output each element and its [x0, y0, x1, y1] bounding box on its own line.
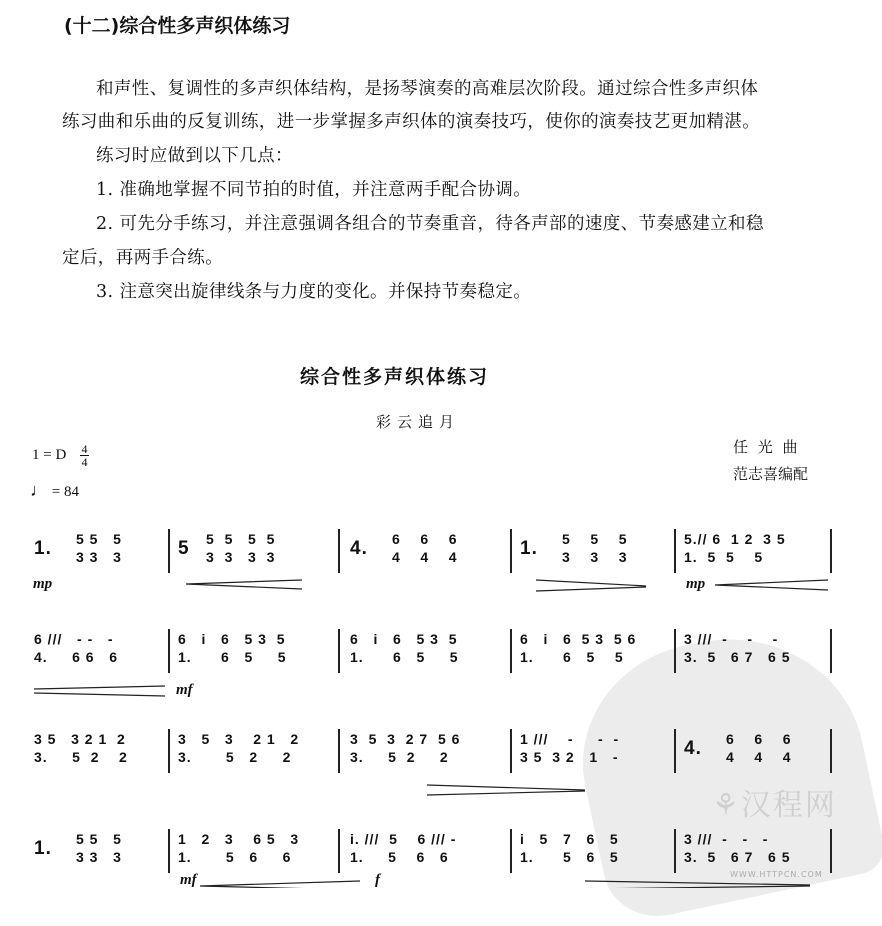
intro-line: 定后，再两手合练。	[62, 248, 224, 268]
arranger: 范志喜编配	[733, 467, 809, 483]
voice-bottom: 1. 5 6 6	[350, 849, 449, 865]
intro-line: 1. 准确地掌握不同节拍的时值，并注意两手配合协调。	[96, 180, 532, 200]
voice-bottom: 3. 5 6 7 6 5	[684, 649, 791, 665]
note-solo: 1.	[520, 538, 538, 559]
voice-top: 6 6 6	[726, 731, 792, 747]
decrescendo-hairpin	[427, 785, 585, 795]
tempo-text: = 84	[51, 484, 79, 500]
key-text: 1 = D	[32, 446, 67, 463]
note-solo: 4.	[350, 538, 368, 559]
dynamic-mf: mf	[180, 872, 197, 888]
voice-bottom: 3 3 3	[76, 849, 122, 865]
voice-top: 5 5 5	[76, 831, 122, 847]
voice-top: 5 5 5 5	[206, 531, 276, 547]
piece-title: 综合性多声织体练习	[300, 366, 490, 388]
voice-bottom: 3. 5 2 2	[350, 749, 449, 765]
voice-bottom: 1. 6 5 5	[520, 649, 624, 665]
dynamic-mf: mf	[176, 682, 193, 698]
voice-top: 6 6 6	[392, 531, 458, 547]
voice-top: 3 /// - - -	[684, 631, 779, 647]
voice-bottom: 1. 6 5 5	[350, 649, 459, 665]
voice-top: i. /// 5 6 /// -	[350, 831, 457, 847]
quarter-note-icon: ♩	[30, 480, 48, 500]
voice-bottom: 1. 5 5 5	[684, 549, 764, 565]
crescendo-hairpin	[715, 580, 828, 590]
note-solo: 1.	[34, 538, 52, 559]
voice-bottom: 3. 5 2 2	[178, 749, 292, 765]
note-solo: 5	[178, 538, 190, 559]
time-top: 4	[81, 442, 88, 456]
voice-top: 1 /// - - -	[520, 731, 620, 747]
voice-top: 1 2 3 6 5 3	[178, 831, 300, 847]
voice-bottom: 3. 5 2 2	[34, 749, 128, 765]
voice-bottom: 4. 6 6 6	[34, 649, 119, 665]
intro-line: 练习时应做到以下几点：	[96, 146, 293, 166]
voice-top: 6 i 6 5 3 5	[178, 631, 286, 647]
decrescendo-hairpin	[585, 881, 810, 888]
composer: 任 光 曲	[733, 440, 801, 456]
song-title: 彩云追月	[376, 413, 461, 431]
voice-top: 3 5 3 2 1 2	[178, 731, 300, 747]
note-solo: 1.	[34, 838, 52, 859]
voice-bottom: 1. 6 5 5	[178, 649, 287, 665]
intro-line: 2. 可先分手练习，并注意强调各组合的节奏重音，待各声部的速度、节奏感建立和稳	[96, 214, 764, 234]
intro-line: 练习曲和乐曲的反复训练，进一步掌握多声织体的演奏技巧，使你的演奏技艺更加精湛。	[62, 112, 761, 132]
watermark-logo: ⚘汉程网	[712, 788, 837, 823]
voice-bottom: 3. 5 6 7 6 5	[684, 849, 791, 865]
voice-top: 3 5 3 2 7 5 6	[350, 731, 461, 747]
voice-top: 6 /// - - -	[34, 631, 114, 647]
voice-top: 3 /// - - -	[684, 831, 769, 847]
voice-bottom: 3 3 3 3	[206, 549, 276, 565]
voice-top: 5.// 6 1 2 3 5	[684, 531, 786, 547]
intro-line: 3. 注意突出旋律线条与力度的变化。并保持节奏稳定。	[96, 282, 532, 302]
voice-bottom: 3 3 3	[76, 549, 122, 565]
voice-bottom: 1. 5 6 5	[520, 849, 619, 865]
voice-top: 5 5 5	[562, 531, 628, 547]
voice-bottom: 3 3 3	[562, 549, 628, 565]
crescendo-hairpin	[200, 881, 360, 888]
crescendo-hairpin	[34, 686, 165, 696]
watermark-url: WWW.HTTPCN.COM	[730, 870, 823, 879]
intro-line: 和声性、复调性的多声织体结构，是扬琴演奏的高难层次阶段。通过综合性多声织体	[96, 79, 759, 99]
voice-top: 3 5 3 2 1 2	[34, 731, 126, 747]
voice-top: 6 i 6 5 3 5	[350, 631, 458, 647]
voice-bottom: 3 5 3 2 1 -	[520, 749, 619, 765]
dynamic-mp: mp	[33, 576, 53, 592]
voice-top: 5 5 5	[76, 531, 122, 547]
voice-bottom: 1. 5 6 6	[178, 849, 292, 865]
note-solo: 4.	[684, 738, 702, 759]
voice-top: 6 i 6 5 3 5 6	[520, 631, 637, 647]
decrescendo-hairpin	[536, 580, 646, 591]
voice-bottom: 4 4 4	[392, 549, 458, 565]
crescendo-hairpin	[186, 580, 302, 589]
dynamic-f: f	[375, 872, 380, 888]
voice-bottom: 4 4 4	[726, 749, 792, 765]
section-title: (十二)综合性多声织体练习	[64, 15, 291, 37]
time-bottom: 4	[81, 455, 88, 469]
dynamic-mp: mp	[686, 576, 706, 592]
voice-top: i 5 7 6 5	[520, 831, 619, 847]
